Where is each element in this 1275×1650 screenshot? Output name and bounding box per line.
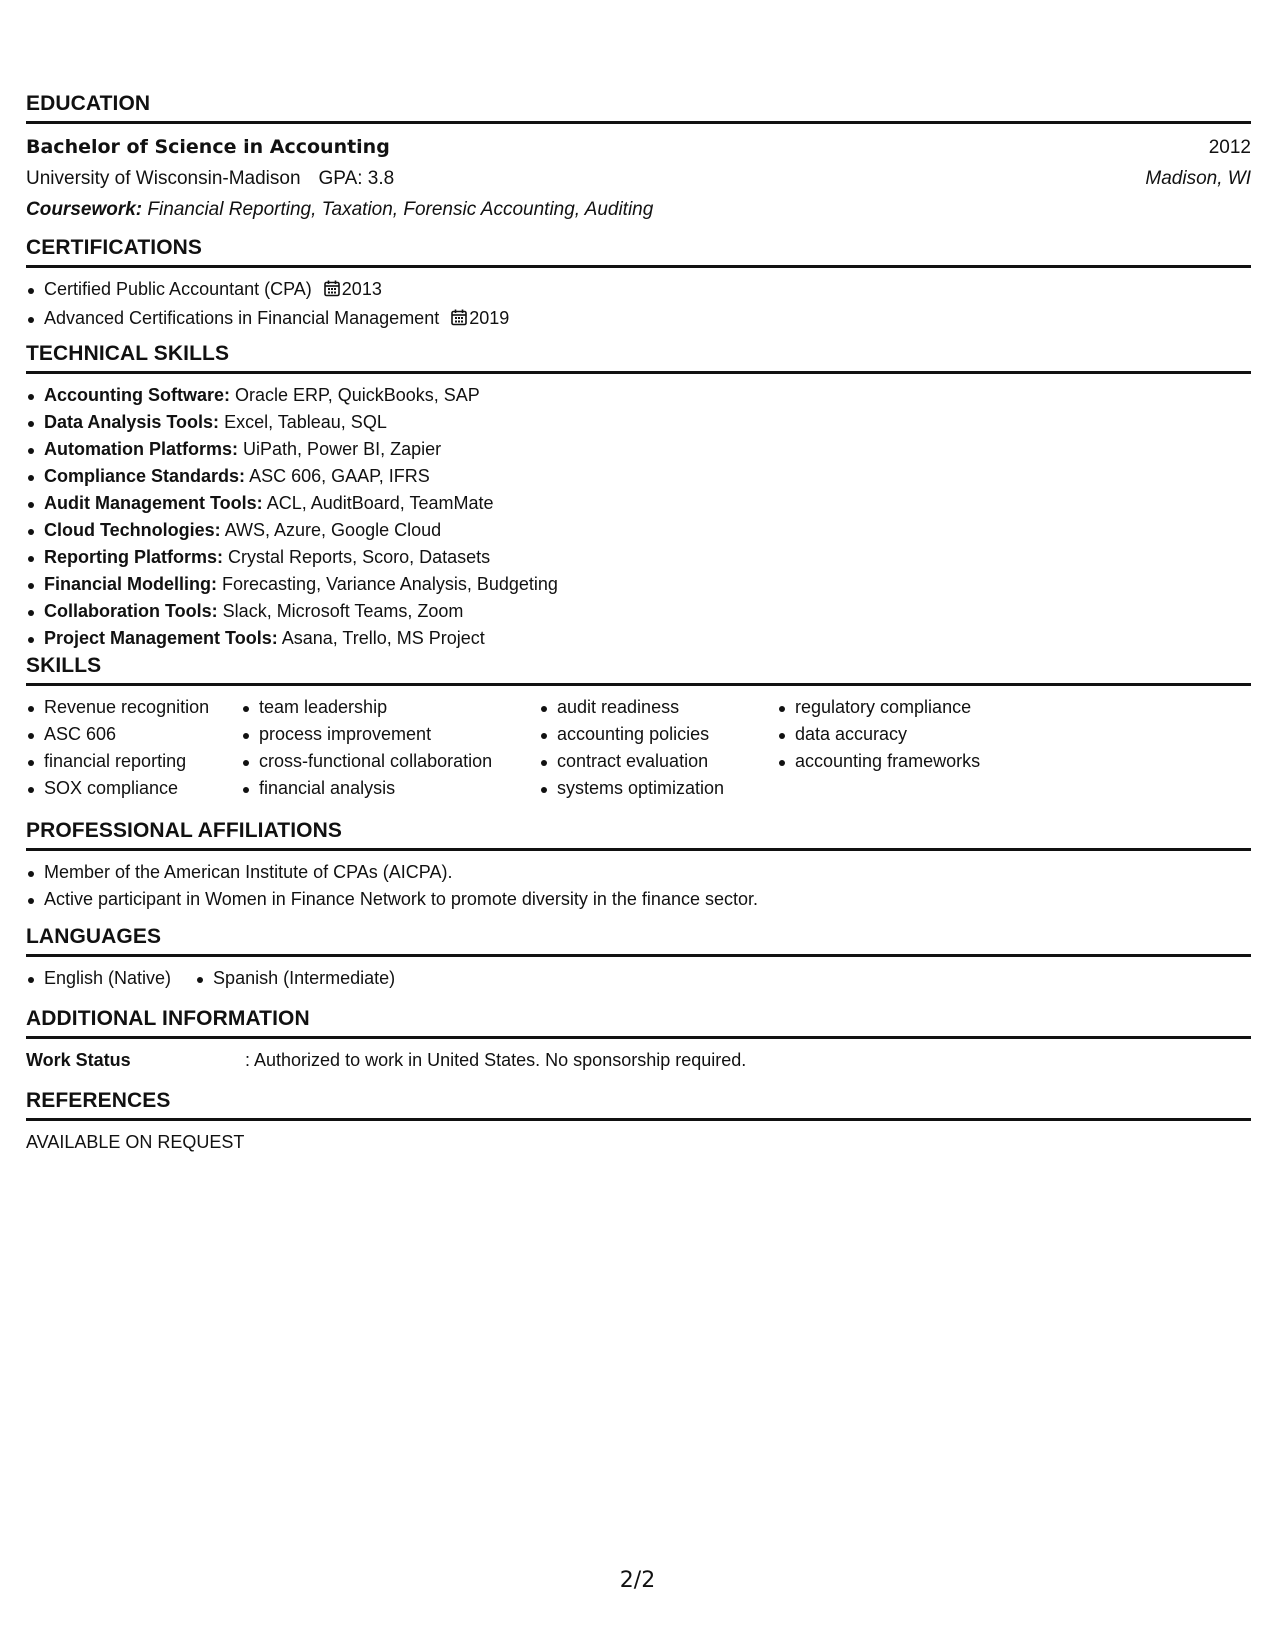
list-item	[44, 276, 1251, 305]
technical-skills-section	[26, 342, 1251, 654]
list-item	[44, 544, 1251, 571]
skill-values: Asana, Trello, MS Project	[281, 628, 485, 648]
skills-column	[241, 694, 539, 802]
list-item: audit readiness	[557, 694, 777, 721]
skills-column	[777, 694, 1095, 802]
list-item	[44, 382, 1251, 409]
certification-year: 2019	[469, 308, 510, 328]
gpa: GPA: 3.8	[318, 168, 395, 189]
skill-values: Crystal Reports, Scoro, Datasets	[228, 547, 491, 567]
skills-columns	[26, 694, 1251, 802]
list-item	[44, 598, 1251, 625]
list-item	[44, 305, 1251, 334]
skill-values: AWS, Azure, Google Cloud	[224, 520, 442, 540]
certification-year: 2013	[341, 279, 382, 299]
list-item: data accuracy	[795, 721, 1095, 748]
education-row-coursework	[26, 194, 1251, 225]
list-item: financial reporting	[44, 748, 241, 775]
list-item: financial analysis	[259, 775, 539, 802]
skill-category: Collaboration Tools:	[44, 601, 218, 621]
work-status-label: Work Status	[26, 1050, 131, 1070]
education-row-degree	[26, 132, 1251, 163]
coursework: Financial Reporting, Taxation, Forensic Accounting, Auditing	[147, 199, 654, 220]
section-title: SKILLS	[26, 654, 1251, 686]
list-item: accounting policies	[557, 721, 777, 748]
list-item: team leadership	[259, 694, 539, 721]
graduation-year: 2012	[1208, 137, 1251, 158]
skill-category: Automation Platforms:	[44, 439, 239, 459]
section-title: TECHNICAL SKILLS	[26, 342, 1251, 374]
languages-list	[26, 965, 1251, 992]
skill-category: Compliance Standards:	[44, 466, 246, 486]
skill-values: UiPath, Power BI, Zapier	[243, 439, 442, 459]
calendar-icon	[324, 278, 340, 305]
list-item: Spanish (Intermediate)	[213, 965, 395, 992]
list-item	[44, 463, 1251, 490]
skill-values: Forecasting, Variance Analysis, Budgeting	[222, 574, 558, 594]
languages-section	[26, 925, 1251, 1007]
affiliations-list	[26, 859, 1251, 913]
calendar-icon	[451, 307, 467, 334]
degree: Bachelor of Science in Accounting	[26, 136, 390, 158]
section-title: CERTIFICATIONS	[26, 236, 1251, 268]
coursework-label: Coursework:	[26, 199, 143, 220]
work-status-row	[26, 1047, 1251, 1074]
section-title: LANGUAGES	[26, 925, 1251, 957]
school-location: Madison, WI	[1145, 168, 1251, 189]
school-name: University of Wisconsin-Madison	[26, 168, 301, 189]
page-number: 2/2	[619, 1568, 656, 1593]
list-item	[44, 409, 1251, 436]
references-section	[26, 1089, 1251, 1156]
skill-category: Reporting Platforms:	[44, 547, 224, 567]
list-item: English (Native)	[44, 965, 171, 992]
list-item: regulatory compliance	[795, 694, 1095, 721]
list-item: SOX compliance	[44, 775, 241, 802]
skill-category: Accounting Software:	[44, 385, 231, 405]
list-item: Revenue recognition	[44, 694, 241, 721]
education-row-school	[26, 163, 1251, 194]
list-item	[44, 625, 1251, 652]
skills-column	[26, 694, 241, 802]
skill-category: Project Management Tools:	[44, 628, 278, 648]
skills-column	[539, 694, 777, 802]
resume-page	[26, 92, 1251, 1156]
list-item	[44, 517, 1251, 544]
skill-values: Slack, Microsoft Teams, Zoom	[222, 601, 464, 621]
certifications-list	[26, 276, 1251, 334]
references-text: AVAILABLE ON REQUEST	[26, 1132, 245, 1152]
list-item: contract evaluation	[557, 748, 777, 775]
additional-info-section	[26, 1007, 1251, 1089]
list-item: process improvement	[259, 721, 539, 748]
skill-category: Financial Modelling:	[44, 574, 218, 594]
skill-values: Excel, Tableau, SQL	[224, 412, 387, 432]
list-item	[44, 490, 1251, 517]
skill-values: Oracle ERP, QuickBooks, SAP	[235, 385, 480, 405]
list-item	[44, 436, 1251, 463]
certification-name: Advanced Certifications in Financial Management	[44, 308, 440, 328]
list-item: ASC 606	[44, 721, 241, 748]
skills-section	[26, 654, 1251, 819]
technical-skills-list	[26, 382, 1251, 652]
section-title: EDUCATION	[26, 92, 1251, 124]
skill-category: Cloud Technologies:	[44, 520, 221, 540]
work-status-value: : Authorized to work in United States. No sponsorship required.	[245, 1050, 747, 1070]
certification-name: Certified Public Accountant (CPA)	[44, 279, 312, 299]
list-item: accounting frameworks	[795, 748, 1095, 775]
list-item	[44, 571, 1251, 598]
list-item: Member of the American Institute of CPAs (AICPA).	[44, 859, 1251, 886]
section-title: REFERENCES	[26, 1089, 1251, 1121]
certifications-section	[26, 236, 1251, 342]
list-item: systems optimization	[557, 775, 777, 802]
skill-values: ASC 606, GAAP, IFRS	[249, 466, 430, 486]
section-title: ADDITIONAL INFORMATION	[26, 1007, 1251, 1039]
affiliations-section	[26, 819, 1251, 925]
list-item: Active participant in Women in Finance Network to promote diversity in the finance sector.	[44, 886, 1251, 913]
section-title: PROFESSIONAL AFFILIATIONS	[26, 819, 1251, 851]
skill-category: Audit Management Tools:	[44, 493, 263, 513]
skill-values: ACL, AuditBoard, TeamMate	[266, 493, 494, 513]
education-section	[26, 92, 1251, 236]
skill-category: Data Analysis Tools:	[44, 412, 220, 432]
list-item: cross-functional collaboration	[259, 748, 539, 775]
